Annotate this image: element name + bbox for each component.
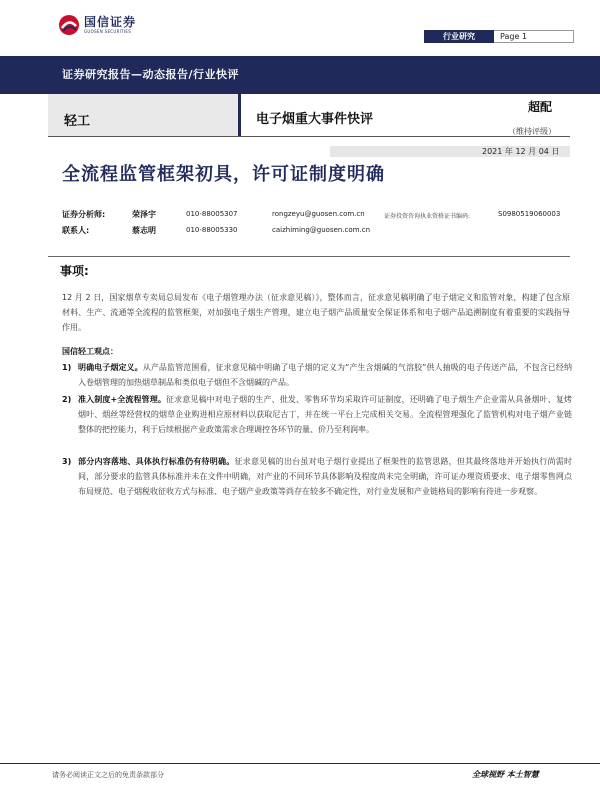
list-item <box>62 454 572 499</box>
title-bar-separator <box>238 94 241 136</box>
item-number: 1) <box>62 363 72 372</box>
intro-paragraph: 12 月 2 日，国家烟草专卖局总局发布《电子烟管理办法（征求意见稿）》，整体而言，征求意见稿明确了电子烟定义和监管对象，构建了包含原材料、生产、流通等全流程的监管框架，对加强电子烟生产管理，建立电子烟产品质量安全保证体系和电子烟产品追溯制度有着重要的实践指导作用。 <box>62 293 570 332</box>
report-tag <box>424 30 574 43</box>
item-number: 3) <box>62 457 72 466</box>
analyst-label: 证券分析师: <box>62 210 106 219</box>
logo-english: GUOSEN SECURITIES <box>84 29 132 34</box>
item-number: 2) <box>62 395 72 404</box>
item-heading: 部分内容落地、具体执行标准仍有待明确。 <box>78 457 235 466</box>
company-logo <box>58 14 136 36</box>
item-text: 征求意见稿中对电子烟的生产、批发、零售环节均采取许可证制度，还明确了电子烟生产企业需从具备烟叶、复烤烟叶、烟丝等经营权的烟草企业购进相应原材料以获取尼古丁，并在统一平台上完成相关交易。全流程管理强化了监管机构对电子烟产业链整体的把控能力，利于后续根据产业政策需求合理调控各环节的量、价乃至利润率。 <box>78 395 573 434</box>
sector-label: 轻工 <box>64 114 91 129</box>
list-item <box>62 392 572 437</box>
report-title: 电子烟重大事件快评 <box>256 112 374 127</box>
contact-email[interactable]: caizhiming@guosen.com.cn <box>272 226 371 234</box>
viewpoint-heading: 国信轻工观点： <box>62 347 118 356</box>
main-title: 全流程监管框架初具，许可证制度明确 <box>62 164 385 185</box>
section-divider <box>48 256 570 257</box>
item-text: 征求意见稿的出台虽对电子烟行业提出了框架性的监管思路，但其最终落地并开始执行尚需时间，部分要求的监管具体标准并未在文件中明确，对产业的不同环节具体影响及程度尚未完全明确，许可证办理资质要求、电子烟零售网点布局规范、电子烟税收征收方式与标准、电子烟产业政策等尚存在较多不确定性，对行业发展和产业链格局的影响有待进一步观察。 <box>78 457 573 496</box>
analyst-phone: 010-88005307 <box>186 210 238 218</box>
banner-text: 证券研究报告—动态报告/行业快评 <box>62 68 240 81</box>
report-date: 2021 年 12 月 04 日 <box>482 147 560 156</box>
item-text: 从产品监管范围看，征求意见稿中明确了电子烟的定义为“产生含烟碱的气溶胶”供人抽吸的电子传送产品，不包含已经纳入卷烟管理的加热烟草制品和类似电子烟但不含烟碱的产品。 <box>78 363 572 387</box>
item-heading: 明确电子烟定义。 <box>78 363 143 372</box>
footer-line <box>0 763 600 764</box>
list-item <box>62 360 572 390</box>
logo-name: 国信证券 <box>84 15 137 29</box>
report-type-label: 行业研究 <box>424 30 494 43</box>
footer-slogan: 全球视野 本土智慧 <box>472 770 539 779</box>
contact-label: 联系人: <box>62 226 90 235</box>
logo-mark-icon <box>58 14 80 36</box>
analyst-cert-label: 证券投资咨询执业资格证书编码: <box>384 213 471 220</box>
analyst-name: 荣泽宇 <box>132 210 156 219</box>
rating-note: （维持评级） <box>508 127 556 136</box>
page-number: Page 1 <box>494 30 574 43</box>
analyst-cert: S0980519060003 <box>498 210 561 218</box>
section-heading: 事项: <box>60 264 89 278</box>
rating: 超配 <box>528 100 553 114</box>
contact-phone: 010-88005330 <box>186 226 238 234</box>
item-heading: 准入制度+全流程管理。 <box>78 395 167 404</box>
analyst-email[interactable]: rongzeyu@guosen.com.cn <box>272 210 365 218</box>
disclaimer-note: 请务必阅读正文之后的免责条款部分 <box>52 771 164 779</box>
contact-name: 蔡志明 <box>132 226 156 235</box>
